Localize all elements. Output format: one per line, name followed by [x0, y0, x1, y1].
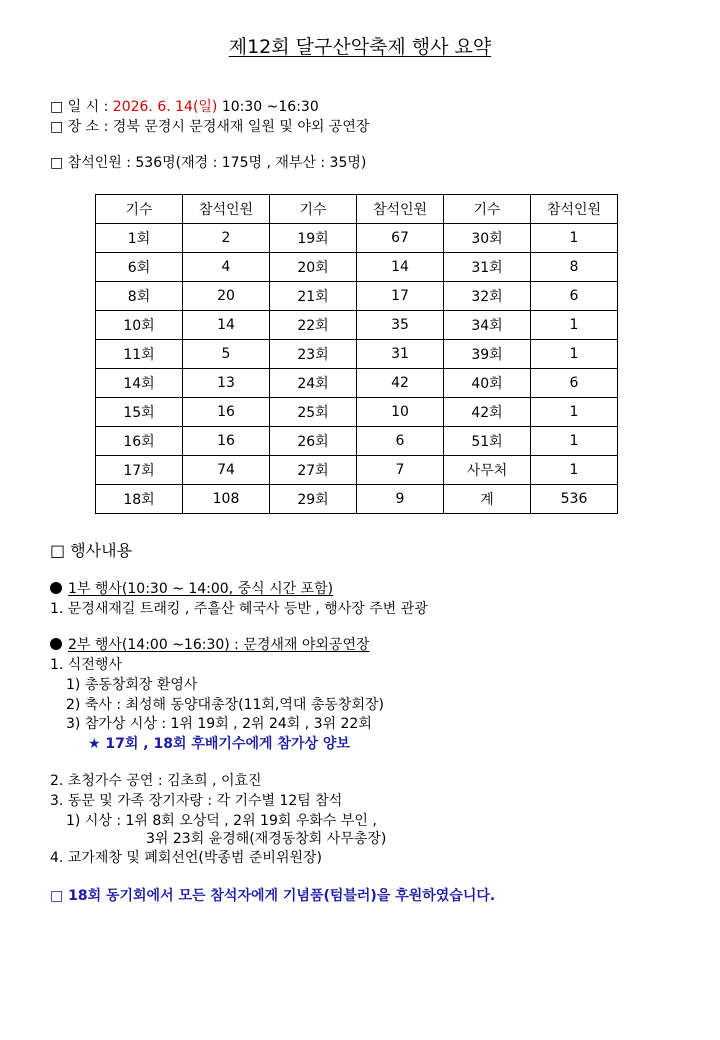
table-cell: 30회 — [444, 224, 531, 253]
table-cell: 27회 — [270, 456, 357, 485]
table-cell: 40회 — [444, 369, 531, 398]
closing-note: □ 18회 동기회에서 모든 참석자에게 기념품(텀블러)을 후원하였습니다. — [50, 888, 496, 904]
part2-item-3: 3. 동문 및 가족 장기자랑 : 각 기수별 12팀 참석 — [50, 793, 343, 809]
table-cell: 22회 — [270, 311, 357, 340]
table-cell: 42회 — [444, 398, 531, 427]
part1-title: 1부 행사(10:30 ~ 14:00, 중식 시간 포함) — [50, 578, 333, 598]
table-cell: 25회 — [270, 398, 357, 427]
table-cell: 19회 — [270, 224, 357, 253]
part2-item-4: 4. 교가제창 및 폐회선언(박종범 준비위원장) — [50, 850, 322, 866]
table-cell: 8회 — [96, 282, 183, 311]
table-header-cell: 참석인원 — [183, 195, 270, 224]
part2-item-3-1-cont: 3위 23회 윤경해(재경동창회 사무총장) — [146, 831, 387, 847]
table-cell: 42 — [357, 369, 444, 398]
table-header-cell: 기수 — [270, 195, 357, 224]
table-cell: 39회 — [444, 340, 531, 369]
table-cell: 29회 — [270, 485, 357, 514]
star-note: ★ 17회 , 18회 후배기수에게 참가상 양보 — [88, 736, 350, 752]
table-cell: 사무처 — [444, 456, 531, 485]
table-cell: 35 — [357, 311, 444, 340]
table-cell: 1회 — [96, 224, 183, 253]
table-row — [96, 369, 618, 398]
table-cell: 1 — [531, 456, 618, 485]
table-cell: 7 — [357, 456, 444, 485]
table-row — [96, 427, 618, 456]
table-cell: 계 — [444, 485, 531, 514]
table-cell: 67 — [357, 224, 444, 253]
part2-item-2: 2. 초청가수 공연 : 김초희 , 이효진 — [50, 773, 262, 789]
table-cell: 6회 — [96, 253, 183, 282]
table-cell: 10 — [357, 398, 444, 427]
table-cell: 108 — [183, 485, 270, 514]
table-cell: 11회 — [96, 340, 183, 369]
table-row — [96, 456, 618, 485]
table-cell: 16회 — [96, 427, 183, 456]
part2-item-1: 1. 식전행사 — [50, 657, 122, 673]
table-cell: 16 — [183, 398, 270, 427]
part2-title: 2부 행사(14:00 ~16:30) : 문경새재 야외공연장 — [50, 634, 370, 654]
attendance-line: □ 참석인원 : 536명(재경 : 175명 , 재부산 : 35명) — [50, 155, 367, 171]
table-cell: 1 — [531, 311, 618, 340]
table-cell: 10회 — [96, 311, 183, 340]
table-row — [96, 485, 618, 514]
table-cell: 6 — [357, 427, 444, 456]
bullet-icon — [50, 638, 62, 650]
place-line: □ 장 소 : 경북 문경시 문경새재 일원 및 야외 공연장 — [50, 119, 370, 135]
table-cell: 9 — [357, 485, 444, 514]
table-header-cell: 참석인원 — [357, 195, 444, 224]
table-header-cell: 참석인원 — [531, 195, 618, 224]
table-cell: 20 — [183, 282, 270, 311]
table-cell: 16 — [183, 427, 270, 456]
part2-item-1-3: 3) 참가상 시상 : 1위 19회 , 2위 24회 , 3위 22회 — [66, 716, 372, 732]
part1-item: 1. 문경새재길 트래킹 , 주흘산 혜국사 등반 , 행사장 주변 관광 — [50, 601, 428, 617]
table-cell: 23회 — [270, 340, 357, 369]
attendance-table — [95, 194, 618, 514]
table-cell: 18회 — [96, 485, 183, 514]
table-cell: 536 — [531, 485, 618, 514]
table-row — [96, 224, 618, 253]
table-cell: 21회 — [270, 282, 357, 311]
table-cell: 31 — [357, 340, 444, 369]
table-cell: 31회 — [444, 253, 531, 282]
table-cell: 2 — [183, 224, 270, 253]
table-row — [96, 398, 618, 427]
table-cell: 1 — [531, 224, 618, 253]
table-header-cell: 기수 — [96, 195, 183, 224]
date-value: 2026. 6. 14(일) — [112, 99, 218, 115]
table-cell: 74 — [183, 456, 270, 485]
table-cell: 1 — [531, 398, 618, 427]
part2-item-1-1: 1) 총동창회장 환영사 — [66, 677, 198, 693]
table-cell: 17 — [357, 282, 444, 311]
content-heading: □ 행사내용 — [50, 541, 133, 560]
table-cell: 14 — [183, 311, 270, 340]
date-line: □ 일 시 : 2026. 6. 14(일) 10:30 ~16:30 — [50, 99, 319, 115]
table-cell: 13 — [183, 369, 270, 398]
table-cell: 1 — [531, 427, 618, 456]
table-cell: 34회 — [444, 311, 531, 340]
table-cell: 17회 — [96, 456, 183, 485]
table-header-cell: 기수 — [444, 195, 531, 224]
table-cell: 15회 — [96, 398, 183, 427]
table-cell: 32회 — [444, 282, 531, 311]
table-cell: 14 — [357, 253, 444, 282]
table-cell: 4 — [183, 253, 270, 282]
bullet-icon — [50, 582, 62, 594]
table-cell: 20회 — [270, 253, 357, 282]
part2-item-1-2: 2) 축사 : 최성해 동양대총장(11회,역대 총동창회장) — [66, 697, 384, 713]
table-header-row — [96, 195, 618, 224]
table-row — [96, 340, 618, 369]
table-cell: 6 — [531, 369, 618, 398]
table-cell: 26회 — [270, 427, 357, 456]
table-row — [96, 282, 618, 311]
table-cell: 5 — [183, 340, 270, 369]
table-cell: 6 — [531, 282, 618, 311]
table-row — [96, 253, 618, 282]
table-cell: 8 — [531, 253, 618, 282]
table-cell: 24회 — [270, 369, 357, 398]
table-row — [96, 311, 618, 340]
table-cell: 14회 — [96, 369, 183, 398]
part2-item-3-1: 1) 시상 : 1위 8회 오상덕 , 2위 19회 우화수 부인 , — [66, 813, 377, 829]
table-cell: 1 — [531, 340, 618, 369]
page-title: 제12회 달구산악축제 행사 요약 — [228, 36, 492, 58]
table-cell: 51회 — [444, 427, 531, 456]
